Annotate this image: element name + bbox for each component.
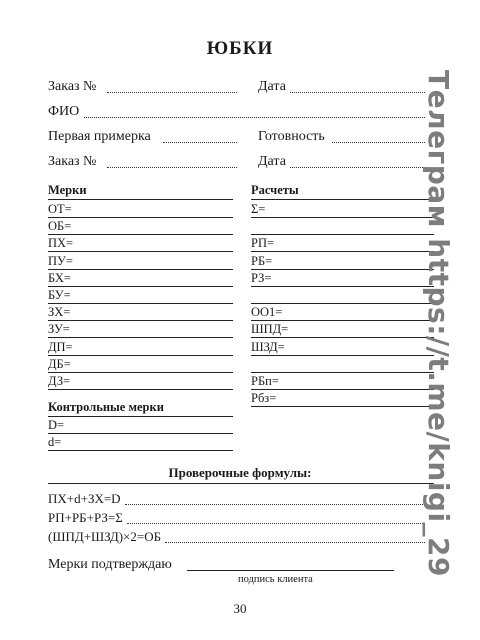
measurement-row-label: ОБ= — [48, 219, 72, 234]
measurement-row-label: ЗУ= — [48, 322, 70, 337]
calculation-row-line[interactable] — [251, 269, 434, 270]
calculation-row-line[interactable] — [251, 389, 434, 390]
order2-field[interactable] — [107, 167, 237, 168]
calculation-row-line[interactable] — [251, 372, 434, 373]
measurement-row-line[interactable] — [48, 234, 233, 235]
measurement-row-line[interactable] — [48, 320, 233, 321]
formula-text: РП+РБ+РЗ=Σ — [48, 510, 123, 525]
measurements-title-rule — [48, 199, 233, 200]
confirm-label: Мерки подтверждаю — [48, 557, 172, 572]
calculation-row-line[interactable] — [251, 406, 434, 407]
ready-label: Готовность — [258, 129, 325, 144]
first-fitting-field[interactable] — [163, 142, 237, 143]
calculation-row-label: ШПД= — [251, 322, 289, 337]
ready-field[interactable] — [332, 142, 425, 143]
measurement-row-line[interactable] — [48, 286, 233, 287]
measurement-row-label: ДП= — [48, 339, 73, 354]
measurement-row-line[interactable] — [48, 303, 233, 304]
fio-field[interactable] — [84, 117, 425, 118]
fio-label: ФИО — [48, 104, 80, 119]
calculation-row-line[interactable] — [251, 355, 434, 356]
measurement-row-label: БХ= — [48, 270, 71, 285]
order-label: Заказ № — [48, 79, 97, 94]
date2-label: Дата — [258, 154, 286, 169]
calculation-row-label: ШЗД= — [251, 339, 285, 354]
signature-line[interactable] — [187, 570, 394, 571]
measurement-row-line[interactable] — [48, 337, 233, 338]
calculation-row-label: РБ= — [251, 253, 273, 268]
measurement-row-line[interactable] — [48, 372, 233, 373]
calculation-row-label: Рбз= — [251, 391, 277, 406]
date2-field[interactable] — [290, 167, 425, 168]
calculation-row-line[interactable] — [251, 251, 434, 252]
calculation-row-line[interactable] — [251, 234, 434, 235]
calculation-row-label: РБп= — [251, 374, 279, 388]
measurement-row-line[interactable] — [48, 217, 233, 218]
measurement-row-label: ЗХ= — [48, 305, 71, 320]
formula-dotted-field[interactable] — [125, 504, 425, 505]
measurement-row-line[interactable] — [48, 251, 233, 252]
measurement-row-label: БУ= — [48, 288, 71, 302]
control-title-rule — [48, 416, 233, 417]
signature-caption: подпись клиента — [238, 574, 313, 585]
first-fitting-label: Первая примерка — [48, 129, 151, 144]
page-title: ЮБКИ — [206, 38, 274, 59]
page-number: 30 — [233, 601, 247, 616]
control-title: Контрольные мерки — [48, 400, 164, 414]
calculations-title: Расчеты — [251, 183, 299, 197]
measurements-title: Мерки — [48, 183, 87, 197]
formula-dotted-field[interactable] — [165, 542, 425, 543]
date-label: Дата — [258, 79, 286, 94]
watermark-text: Телеграм https://t.me/knigi_29 — [422, 70, 455, 578]
calculation-row-label: РП= — [251, 236, 275, 251]
formula-dotted-field[interactable] — [127, 523, 425, 524]
calculation-row-label: ОО1= — [251, 305, 283, 320]
order2-label: Заказ № — [48, 154, 97, 169]
control-row-line[interactable] — [48, 433, 233, 434]
measurement-row-label: ПУ= — [48, 253, 73, 268]
measurement-row-label: ДБ= — [48, 356, 71, 371]
date-field[interactable] — [290, 92, 425, 93]
measurement-row-label: ОТ= — [48, 202, 72, 216]
control-row-label: D= — [48, 418, 65, 432]
measurement-row-line[interactable] — [48, 389, 233, 390]
control-row-line[interactable] — [48, 450, 233, 451]
order-field[interactable] — [107, 92, 237, 93]
formulas-title-rule — [48, 483, 434, 484]
formulas-title: Проверочные формулы: — [168, 465, 312, 480]
calculations-title-rule — [251, 199, 434, 200]
calculation-row-line[interactable] — [251, 217, 434, 218]
calculation-row-line[interactable] — [251, 303, 434, 304]
formula-text: (ШПД+ШЗД)×2=ОБ — [48, 529, 162, 544]
calculation-row-line[interactable] — [251, 320, 434, 321]
calculation-row-label: Σ= — [251, 202, 266, 216]
measurement-row-label: ПХ= — [48, 236, 74, 251]
measurement-row-line[interactable] — [48, 269, 233, 270]
calculation-row-label: РЗ= — [251, 270, 272, 285]
calculation-row-line[interactable] — [251, 286, 434, 287]
measurement-row-label: ДЗ= — [48, 374, 71, 388]
calculation-row-line[interactable] — [251, 337, 434, 338]
measurement-row-line[interactable] — [48, 355, 233, 356]
control-row-label: d= — [48, 434, 62, 449]
formula-text: ПХ+d+ЗХ=D — [48, 491, 121, 506]
